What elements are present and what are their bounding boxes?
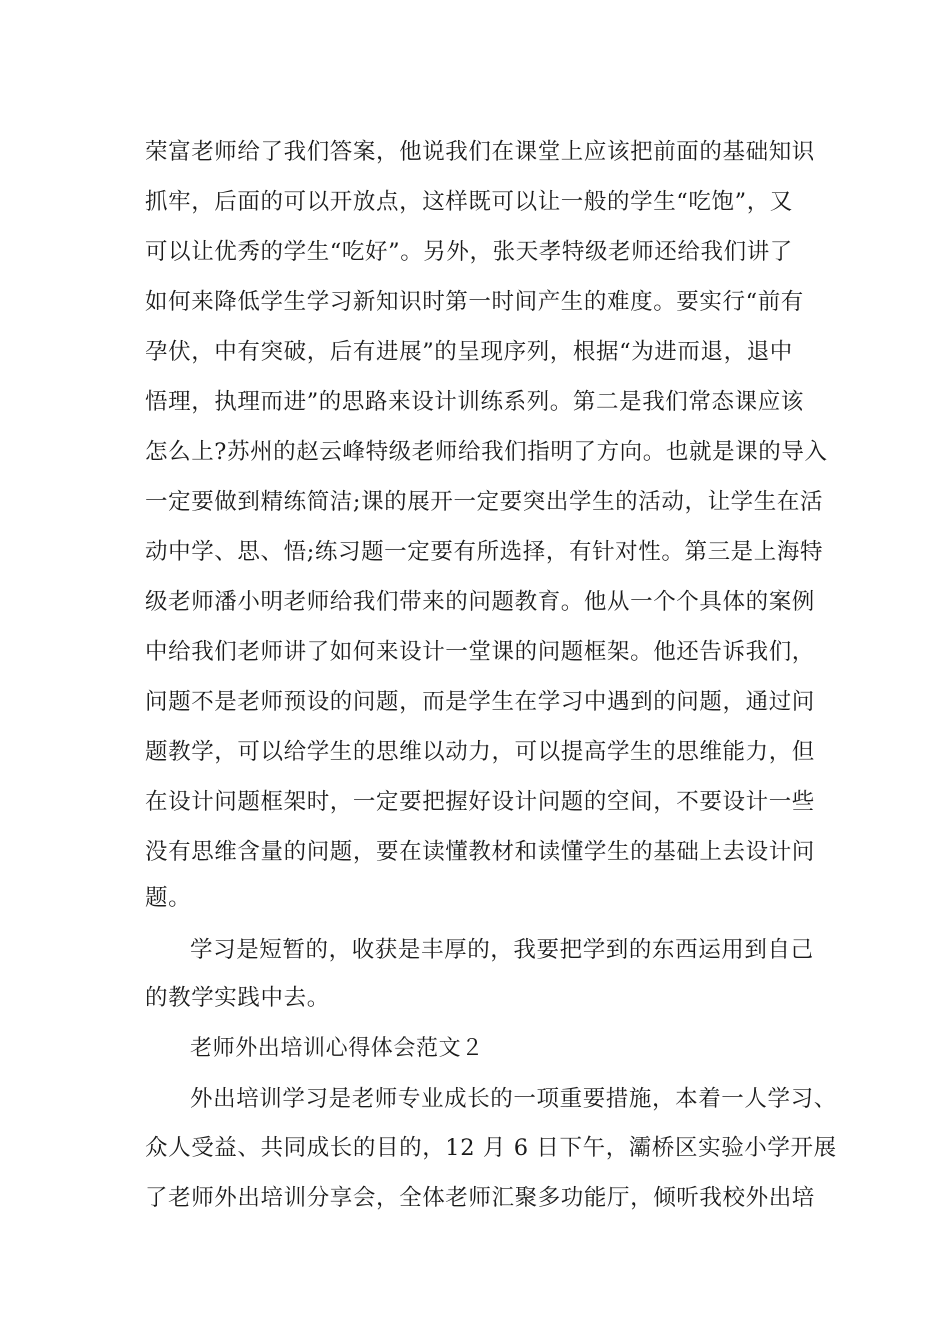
text-line: 的教学实践中去。: [145, 985, 330, 1011]
text-line: 如何来降低学生学习新知识时第一时间产生的难度。要实行“前有: [145, 289, 804, 315]
text-line: 中给我们老师讲了如何来设计一堂课的问题框架。他还告诉我们，: [145, 639, 815, 665]
text-line: 众人受益、共同成长的目的，12 月 6 日下午，灞桥区实验小学开展: [145, 1135, 837, 1161]
text-line: 一定要做到精练简洁;课的展开一定要突出学生的活动，让学生在活: [145, 489, 824, 515]
text-line: 在设计问题框架时，一定要把握好设计问题的空间，不要设计一些: [145, 789, 815, 815]
text-line: 可以让优秀的学生“吃好”。另外，张天孝特级老师还给我们讲了: [145, 239, 793, 265]
text-line: 级老师潘小明老师给我们带来的问题教育。他从一个个具体的案例: [145, 589, 815, 615]
text-line: 悟理，执理而进”的思路来设计训练系列。第二是我们常态课应该: [145, 389, 804, 415]
text-line: 学习是短暂的，收获是丰厚的，我要把学到的东西运用到自己: [190, 937, 814, 963]
text-line: 荣富老师给了我们答案，他说我们在课堂上应该把前面的基础知识: [145, 139, 815, 165]
text-line: 了老师外出培训分享会，全体老师汇聚多功能厅，倾听我校外出培: [145, 1185, 815, 1211]
text-line: 题教学，可以给学生的思维以动力，可以提高学生的思维能力，但: [145, 739, 815, 765]
text-line: 问题不是老师预设的问题，而是学生在学习中遇到的问题，通过问: [145, 689, 815, 715]
text-line: 孕伏，中有突破，后有进展”的呈现序列，根据“为进而退，退中: [145, 339, 793, 365]
section-heading: 老师外出培训心得体会范文２: [190, 1036, 484, 1061]
text-line: 动中学、思、悟;练习题一定要有所选择，有针对性。第三是上海特: [145, 539, 824, 565]
text-line: 外出培训学习是老师专业成长的一项重要措施，本着一人学习、: [190, 1086, 837, 1112]
text-line: 抓牢，后面的可以开放点，这样既可以让一般的学生“吃饱”，又: [145, 189, 793, 215]
text-line: 题。: [145, 885, 192, 911]
text-line: 没有思维含量的问题，要在读懂教材和读懂学生的基础上去设计问: [145, 839, 815, 865]
text-line: 怎么上?苏州的赵云峰特级老师给我们指明了方向。也就是课的导入: [145, 439, 828, 465]
